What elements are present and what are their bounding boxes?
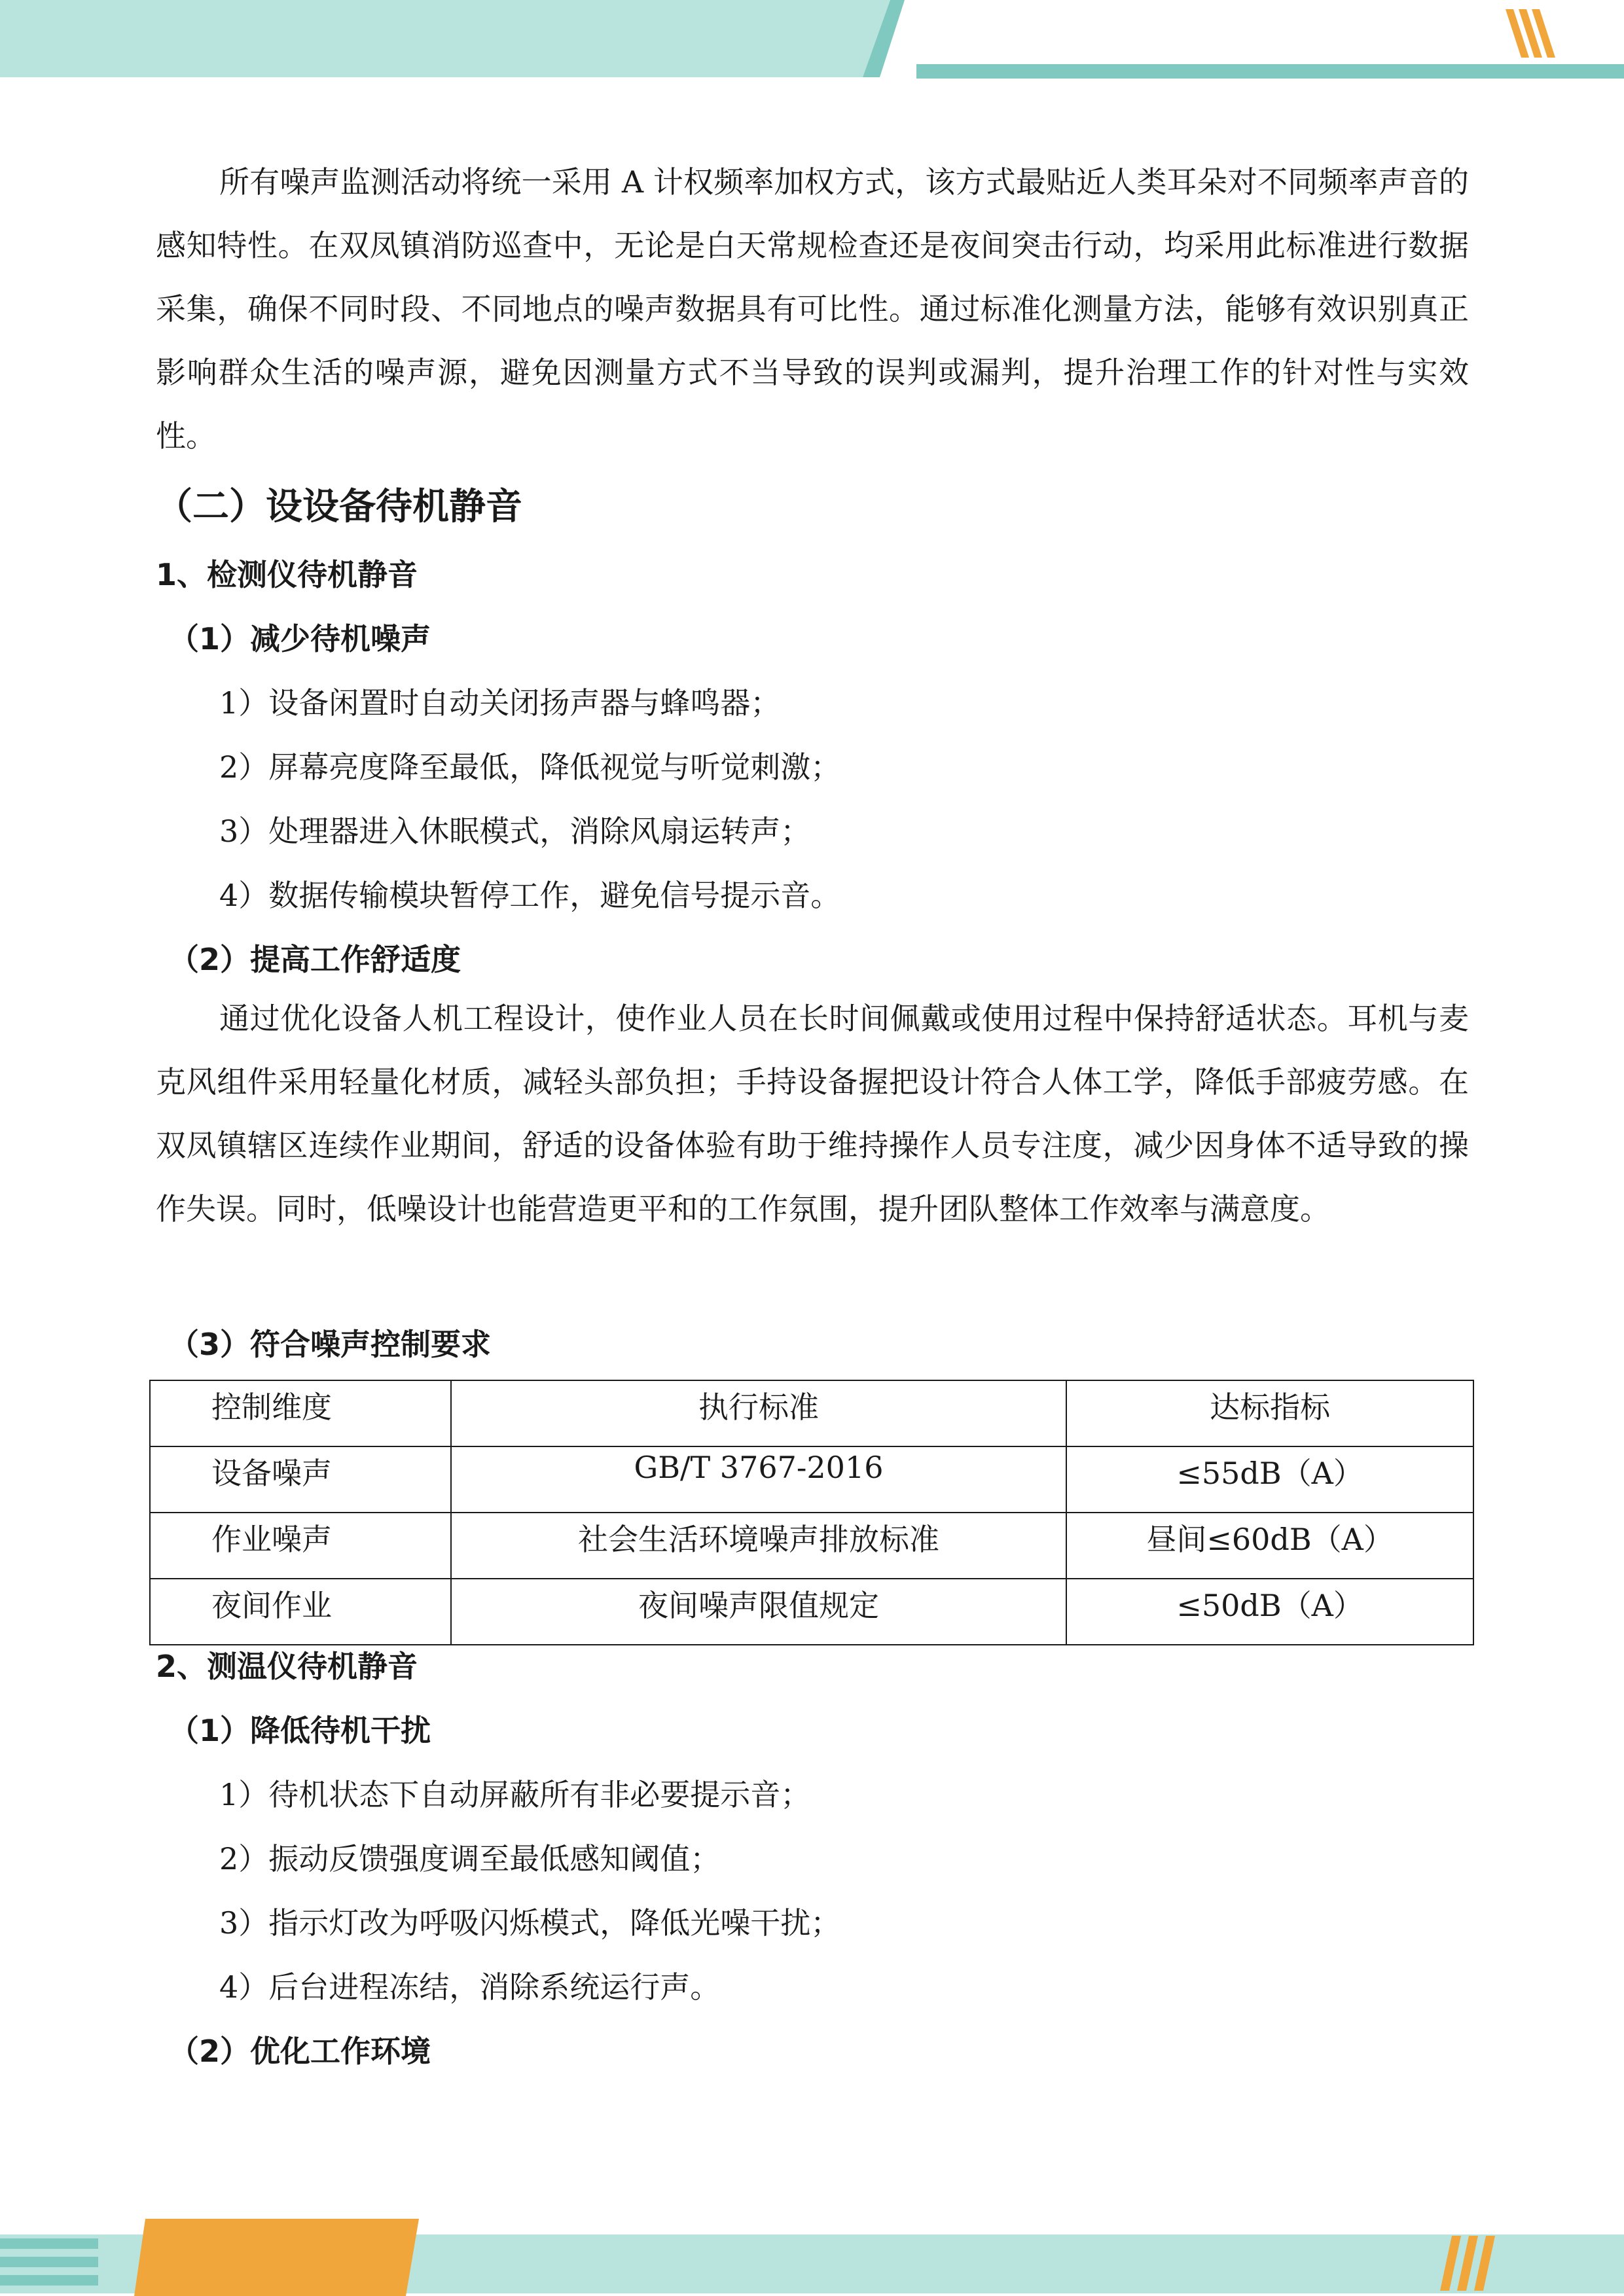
section-title: （二）设设备待机静音 bbox=[156, 486, 522, 528]
table-cell: 作业噪声 bbox=[150, 1513, 451, 1579]
table-row bbox=[150, 1579, 1473, 1645]
table-cell: GB/T 3767-2016 bbox=[451, 1446, 1067, 1513]
table-row bbox=[150, 1513, 1473, 1579]
part-title-noise-control: （3）符合噪声控制要求 bbox=[169, 1327, 492, 1362]
noise-standards-table bbox=[149, 1380, 1474, 1645]
intro-paragraph: 所有噪声监测活动将统一采用 A 计权频率加权方式，该方式最贴近人类耳朵对不同频率声音的感知特性。在双凤镇消防巡查中，无论是白天常规检查还是夜间突击行动，均采用此标准进行数据采集，确保不同时段、不同地点的噪声数据具有可比性。通过标准化测量方法，能够有效识别真正影响群众生活的噪声源，避免因测量方式不当导致的误判或漏判，提升治理工作的针对性与实效性。 bbox=[156, 164, 1469, 454]
table-cell: 昼间≤60dB（A） bbox=[1066, 1513, 1473, 1579]
table-cell: ≤50dB（A） bbox=[1066, 1579, 1473, 1645]
list-item: 1）待机状态下自动屏蔽所有非必要提示音； bbox=[219, 1777, 811, 1812]
list-item: 1）设备闲置时自动关闭扬声器与蜂鸣器； bbox=[219, 685, 781, 721]
part-title-comfort: （2）提高工作舒适度 bbox=[169, 942, 461, 977]
subsection-title-detector: 1、检测仪待机静音 bbox=[156, 557, 418, 592]
list-item: 3）指示灯改为呼吸闪烁模式，降低光噪干扰； bbox=[219, 1905, 841, 1941]
list-item: 2）振动反馈强度调至最低感知阈值； bbox=[219, 1841, 721, 1876]
list-item: 3）处理器进入休眠模式，消除风扇运转声； bbox=[219, 814, 811, 849]
subsection-title-thermometer: 2、测温仪待机静音 bbox=[156, 1649, 418, 1684]
table-header-row bbox=[150, 1380, 1473, 1446]
table-cell: ≤55dB（A） bbox=[1066, 1446, 1473, 1513]
table-header-cell: 执行标准 bbox=[451, 1380, 1067, 1446]
table-cell: 设备噪声 bbox=[150, 1446, 451, 1513]
list-item: 4）数据传输模块暂停工作，避免信号提示音。 bbox=[219, 878, 841, 913]
list-item: 2）屏幕亮度降至最低，降低视觉与听觉刺激； bbox=[219, 749, 841, 785]
header-decoration bbox=[0, 0, 1624, 85]
table-header-cell: 控制维度 bbox=[150, 1380, 451, 1446]
table-header-cell: 达标指标 bbox=[1066, 1380, 1473, 1446]
part-title-environment: （2）优化工作环境 bbox=[169, 2034, 431, 2069]
table-row bbox=[150, 1446, 1473, 1513]
table-cell: 夜间作业 bbox=[150, 1579, 451, 1645]
part-title-reduce-interference: （1）降低待机干扰 bbox=[169, 1713, 431, 1748]
list-item: 4）后台进程冻结，消除系统运行声。 bbox=[219, 1969, 721, 2005]
footer-decoration bbox=[0, 2219, 1624, 2296]
header-stripes-icon bbox=[1506, 9, 1555, 58]
comfort-paragraph: 通过优化设备人机工程设计，使作业人员在长时间佩戴或使用过程中保持舒适状态。耳机与麦克风组件采用轻量化材质，减轻头部负担；手持设备握把设计符合人体工学，降低手部疲劳感。在双凤镇辖区连续作业期间，舒适的设备体验有助于维持操作人员专注度，减少因身体不适导致的操作失误。同时，低噪设计也能营造更平和的工作氛围，提升团队整体工作效率与满意度。 bbox=[156, 1001, 1469, 1227]
part-title-reduce-noise: （1）减少待机噪声 bbox=[169, 621, 431, 656]
table-cell: 夜间噪声限值规定 bbox=[451, 1579, 1067, 1645]
table-cell: 社会生活环境噪声排放标准 bbox=[451, 1513, 1067, 1579]
